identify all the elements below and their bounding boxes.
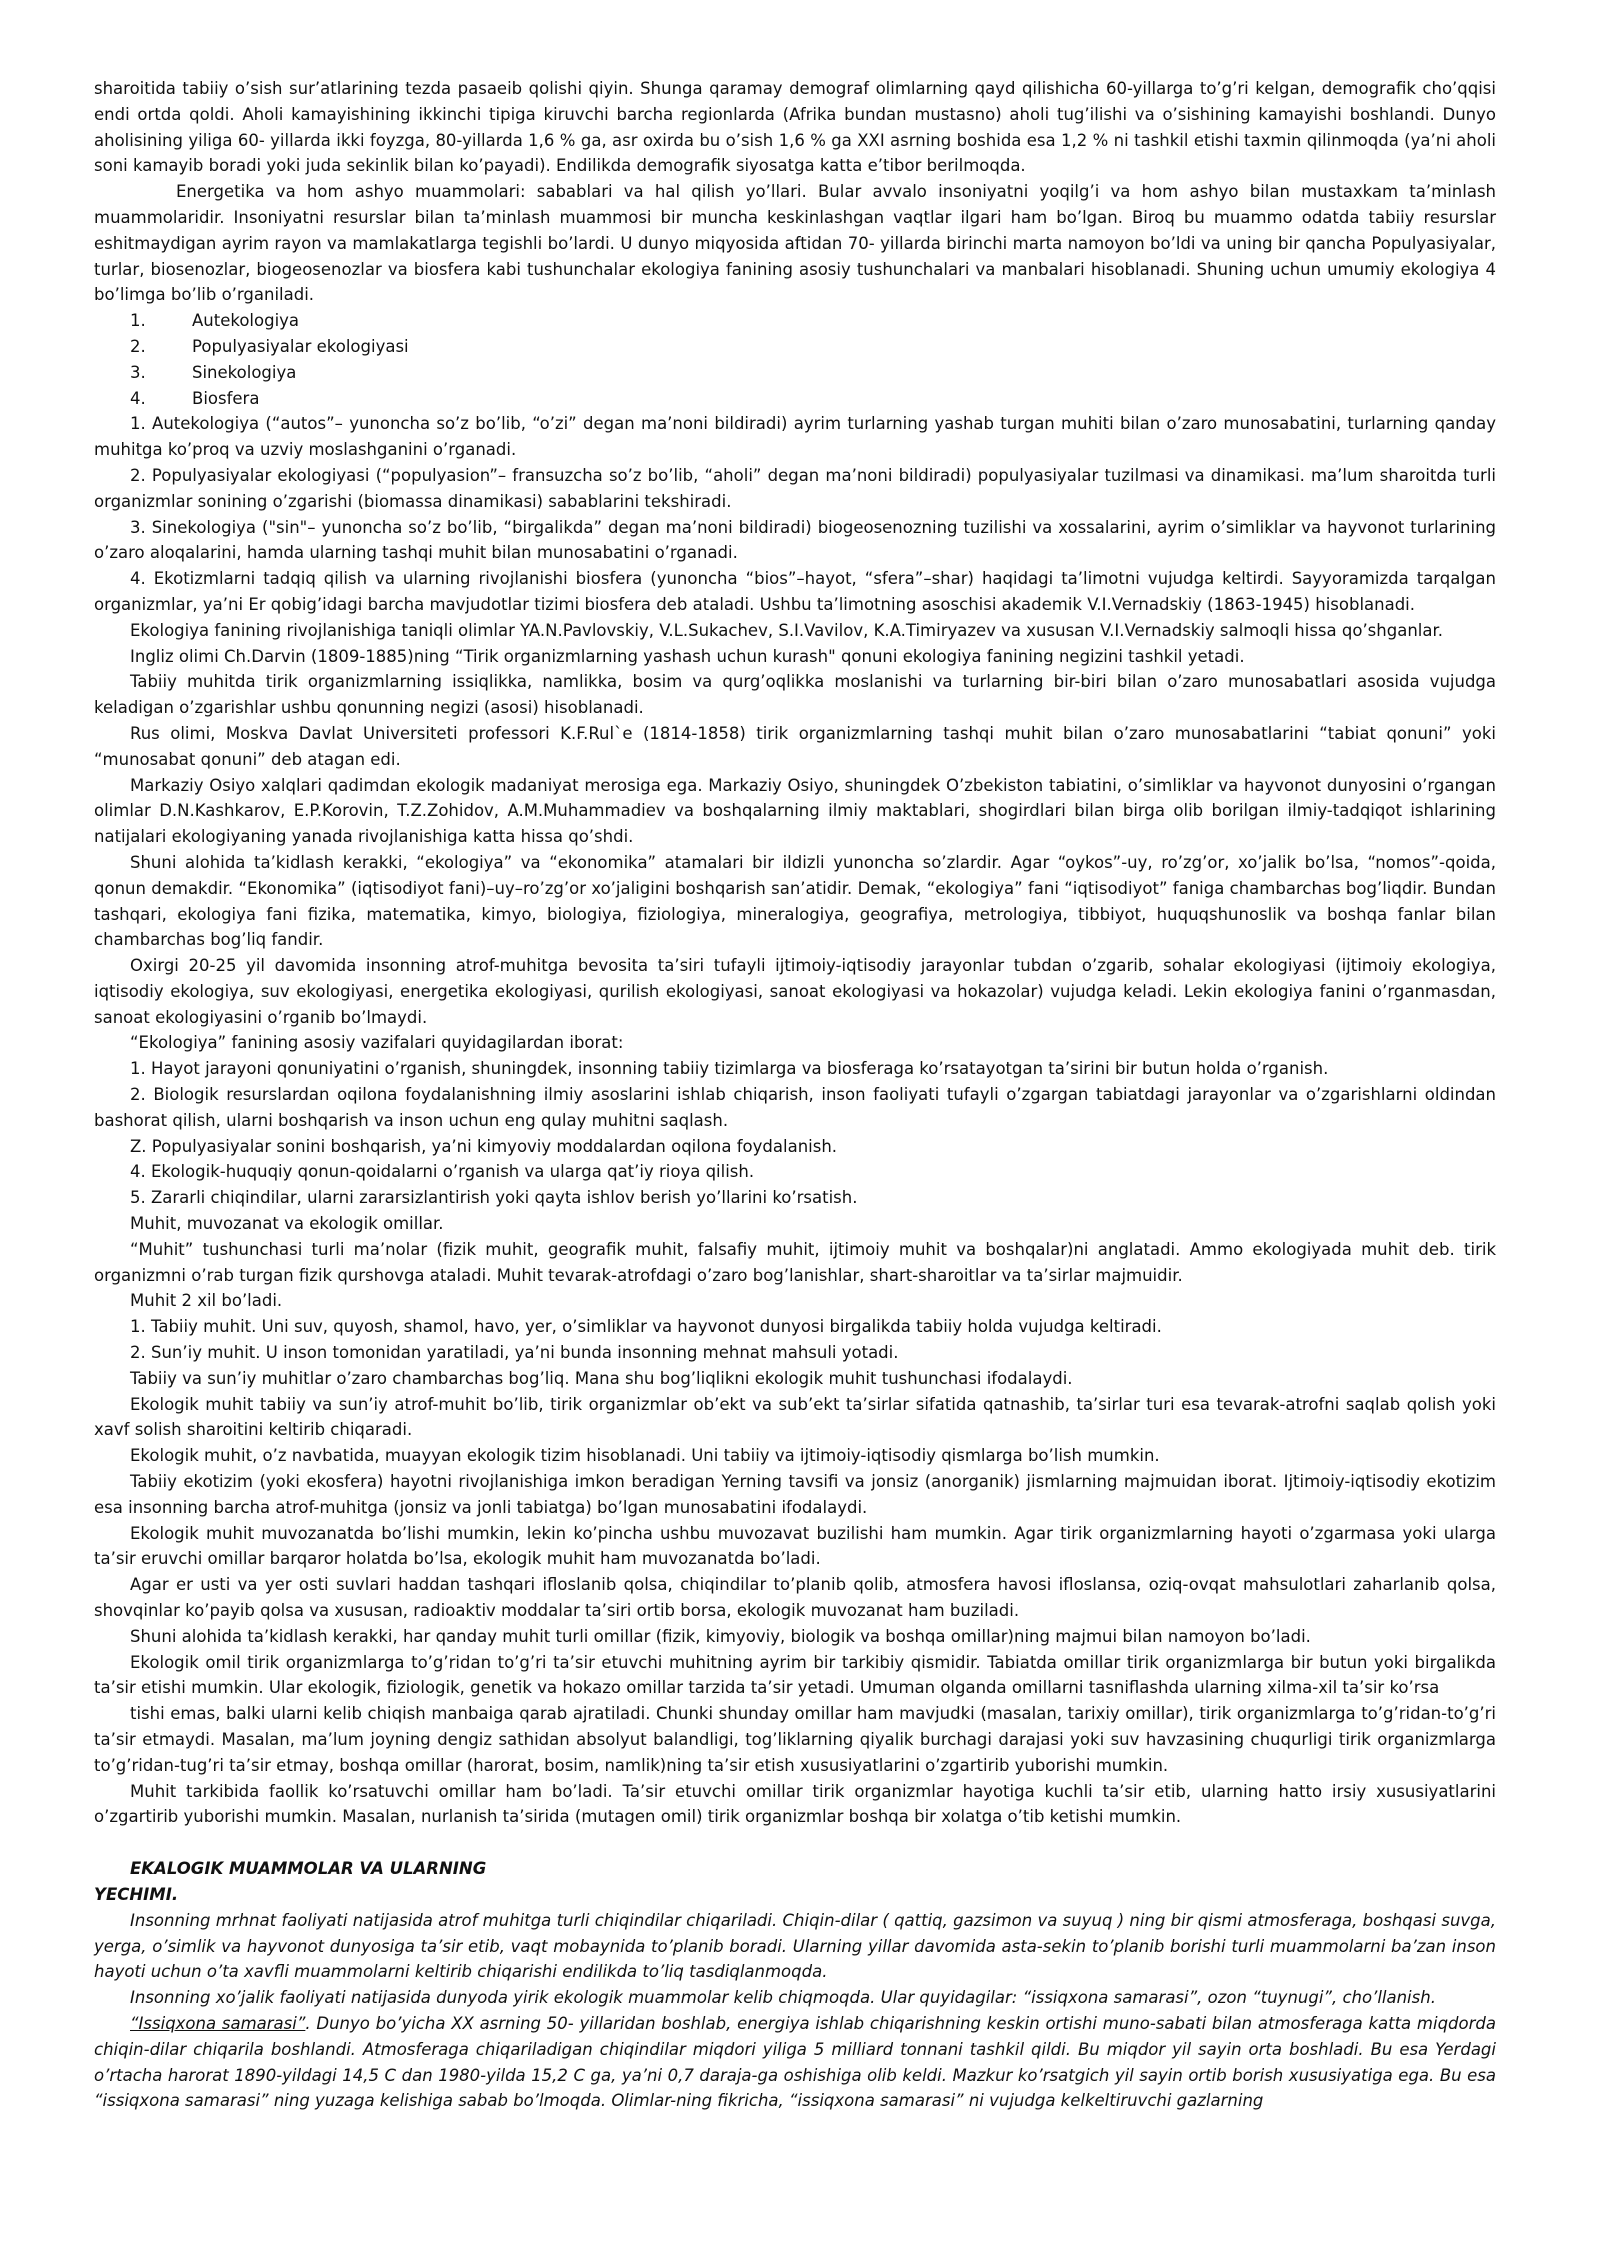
paragraph: Shuni alohida ta’kidlash kerakki, “ekologiya” va “ekonomika” atamalari bir ildizli yunoncha so’zlardir. Agar “oykos”-uy, ro’zg’or, xo’jalik bo’lsa, “nomos”-qoida, qonun demakdir. “Ekonomika” (iqtisodiyot fani)–uy–ro’zg’or xo’jaligini boshqarish san’atidir. Demak, “ekologiya” fani “iqtisodiyot” faniga chambarchas bog’liqdir. Bundan tashqari, ekologiya fani fizika, matematika, kimyo, biologiya, fiziologiya, mineralogiya, geografiya, metrologiya, tibbiyot, huquqshunoslik va boshqa fanlar bilan chambarchas bog’liq fandir. xyxy=(94,852,1496,950)
paragraph: Ekologik omil tirik organizmlarga to’g’ridan to’g’ri ta’sir etuvchi muhitning ayrim bir tarkibiy qismidir. Tabiatda omillar tirik organizmlarga bir butun yoki birgalikda ta’sir etishi mumkin. Ular ekologik, fiziologik, genetik va hokazo omillar tarzida ta’sir yetadi. Umuman olganda omillarni tasniflashda ularning xilma-xil ta’sir ko’rsa xyxy=(94,1652,1496,1698)
paragraph: Ekologik muhit, o’z navbatida, muayyan ekologik tizim hisoblanadi. Uni tabiiy va ijtimoiy-iqtisodiy qismlarga bo’lish mumkin. xyxy=(130,1446,1160,1466)
paragraph: “Muhit” tushunchasi turli ma’nolar (fizik muhit, geografik muhit, falsafiy muhit, ijtimoiy muhit va boshqalar)ni anglatadi. Ammo ekologiyada muhit deb. tirik organizmni o’rab turgan fizik qurshovga ataladi. Muhit tevarak-atrofdagi o’zaro bog’lanishlar, shart-sharoitlar va ta’sirlar majmuidir. xyxy=(94,1239,1496,1285)
paragraph: 1. Hayot jarayoni qonuniyatini o’rganish, shuningdek, insonning tabiiy tizimlarga va biosferaga ko’rsatayotgan ta’sirini bir butun holda o’rganish. xyxy=(130,1059,1329,1079)
paragraph: 1. Tabiiy muhit. Uni suv, quyosh, shamol, havo, yer, o’simliklar va hayvonot dunyosi birgalikda tabiiy holda vujudga keltiradi. xyxy=(130,1317,1162,1337)
paragraph: 1. Autekologiya (“autos”– yunoncha so’z bo’lib, “o’zi” degan ma’noni bildiradi) ayrim turlarning yashab turgan muhiti bilan o’zaro munosabatini, turlarning qanday muhitga ko’proq va uzviy moslashganini o’rganadi. xyxy=(94,414,1496,460)
paragraph: Muhit 2 xil bo’ladi. xyxy=(130,1291,283,1311)
section-spacer xyxy=(94,1830,1496,1856)
section-heading-continued: YECHIMI. xyxy=(94,1884,179,1904)
section-heading: EKALOGIK MUAMMOLAR VA ULARNING xyxy=(130,1859,487,1879)
paragraph: Oxirgi 20-25 yil davomida insonning atrof-muhitga bevosita ta’siri tufayli ijtimoiy-iqtisodiy jarayonlar tubdan o’zgarib, sohalar ekologiyasi (ijtimoiy ekologiya, iqtisodiy ekologiya, suv ekologiyasi, energetika ekologiyasi, qurilish ekologiyasi, sanoat ekologiyasi va hokazolar) vujudga keladi. Lekin ekologiya fanini o’rganmasdan, sanoat ekologiyasini o’rganib bo’lmaydi. xyxy=(94,956,1496,1027)
italic-paragraph: Insonning xo’jalik faoliyati natijasida dunyoda yirik ekologik muammolar kelib chiqmoqda. Ular quyidagilar: “issiqxona samarasi”, ozon “tuynugi”, cho’llanish. xyxy=(130,1988,1436,2008)
paragraph: 2. Sun’iy muhit. U inson tomonidan yaratiladi, ya’ni bunda insonning mehnat mahsuli yotadi. xyxy=(130,1343,899,1363)
list-item: 3. Sinekologiya xyxy=(130,362,297,382)
paragraph-energy: Energetika va hom ashyo muammolari: sabablari va hal qilish yo’llari. Bular avvalo insoniyatni yoqilg’i va hom ashyo bilan mustaxkam ta’minlash muammolaridir. Insoniyatni resurslar bilan ta’minlash muammosi bir muncha keskinlashgan vaqtlar ilgari ham bo’lgan. Biroq bu muammo odatda tabiiy resurslar eshitmaydigan ayrim rayon va mamlakatlarga tegishli bo’lardi. U dunyo miqyosida aftidan 70- yillarda birinchi marta namoyon bo’ldi va uning bir qancha Populyasiyalar, turlar, biosenozlar, biogeosenozlar va biosfera kabi tushunchalar ekologiya fanining asosiy tushunchalari va manbalari hisoblanadi. Shuning uchun umumiy ekologiya 4 bo’limga bo’lib o’rganiladi. xyxy=(94,182,1496,305)
paragraph: 4. Ekotizmlarni tadqiq qilish va ularning rivojlanishi biosfera (yunoncha “bios”–hayot, “sfera”–shar) haqidagi ta’limotni vujudga keltirdi. Sayyoramizda tarqalgan organizmlar, ya’ni Er qobig’idagi barcha mavjudotlar tizimi biosfera deb ataladi. Ushbu ta’limotning asoschisi akademik V.I.Vernadskiy (1863-1945) hisoblanadi. xyxy=(94,569,1496,614)
paragraph: Z. Populyasiyalar sonini boshqarish, ya’ni kimyoviy moddalardan oqilona foydalanish. xyxy=(130,1136,838,1156)
paragraph-demography: sharoitida tabiiy o’sish sur’atlarining tezda pasaeib qolishi qiyin. Shunga qaramay demograf olimlarning qayd qilishicha 60-yillarga to’g’ri kelgan, demografik cho’qqisi endi ortda qoldi. Aholi kamayishining ikkinchi tipiga kiruvchi barcha regionlarda (Afrika bundan mustasno) aholi tug’ilishi va o’sishining kamayishi boshlandi. Dunyo aholisining yiliga 60- yillarda ikki foyzga, 80-yillarda 1,6 % ga, asr oxirda bu o’sish 1,6 % ga XXI asrning boshida esa 1,2 % ni tashkil etishi taxmin qilinmoqda (ya’ni aholi soni kamayib boradi yoki juda sekinlik bilan ko’payadi). Endilikda demografik siyosatga katta e’tibor berilmoqda. xyxy=(94,79,1496,176)
paragraph: 3. Sinekologiya ("sin"– yunoncha so’z bo’lib, “birgalikda” degan ma’noni bildiradi) biogeosenozning tuzilishi va xossalarini, ayrim o’simliklar va hayvonot turlarining o’zaro aloqalarini, hamda ularning tashqi muhit bilan munosabatini o’rganadi. xyxy=(94,517,1496,563)
paragraph: Tabiiy va sun’iy muhitlar o’zaro chambarchas bog’liq. Mana shu bog’liqlikni ekologik muhit tushunchasi ifodalaydi. xyxy=(130,1368,1073,1388)
paragraph: Agar er usti va yer osti suvlari haddan tashqari ifloslanib qolsa, chiqindilar to’planib qolib, atmosfera havosi ifloslansa, oziq-ovqat mahsulotlari zaharlanib qolsa, shovqinlar ko’payib qolsa va xususan, radioaktiv moddalar ta’siri ortib borsa, ekologik muvozanat ham buziladi. xyxy=(94,1575,1496,1621)
paragraph: Markaziy Osiyo xalqlari qadimdan ekologik madaniyat merosiga ega. Markaziy Osiyo, shuningdek O’zbekiston tabiatini, o’simliklar va hayvonot dunyosini o’rgangan olimlar D.N.Kashkarov, E.P.Korovin, T.Z.Zohidov, A.M.Muhammadiev va boshqalarning ilmiy maktablari, shogirdlari bilan birga olib borilgan ilmiy-tadqiqot ishlarining natijalari ekologiyaning yanada rivojlanishiga katta hissa qo’shdi. xyxy=(94,775,1496,847)
list-item: 1. Autekologiya xyxy=(130,311,300,331)
paragraph: “Ekologiya” fanining asosiy vazifalari quyidagilardan iborat: xyxy=(130,1033,624,1053)
paragraph: Ekologik muhit muvozanatda bo’lishi mumkin, lekin ko’pincha ushbu muvozavat buzilishi ham mumkin. Agar tirik organizmlarning hayoti o’zgarmasa yoki ularga ta’sir eruvchi omillar barqaror holatda bo’lsa, ekologik muhit ham muvozanatda bo’ladi. xyxy=(94,1523,1496,1569)
paragraph: Muhit tarkibida faollik ko’rsatuvchi omillar ham bo’ladi. Ta’sir etuvchi omillar tirik organizmlar hayotiga kuchli ta’sir etib, ularning hatto irsiy xususiyatlarini o’zgartirib yuborishi mumkin. Masalan, nurlanish ta’sirida (mutagen omil) tirik organizmlar boshqa bir xolatga o’tib ketishi mumkin. xyxy=(94,1781,1496,1827)
paragraph: 4. Ekologik-huquqiy qonun-qoidalarni o’rganish va ularga qat’iy rioya qilish. xyxy=(130,1162,755,1182)
paragraph: Muhit, muvozanat va ekologik omillar. xyxy=(130,1214,444,1234)
paragraph: 5. Zararli chiqindilar, ularni zararsizlantirish yoki qayta ishlov berish yo’llarini ko’rsatish. xyxy=(130,1188,858,1208)
paragraph: Ekologiya fanining rivojlanishiga taniqli olimlar YA.N.Pavlovskiy, V.L.Sukachev, S.I.Vavilov, K.A.Timiryazev va xususan V.I.Vernadskiy salmoqli hissa qo’shganlar. xyxy=(130,620,1443,640)
paragraph: Shuni alohida ta’kidlash kerakki, har qanday muhit turli omillar (fizik, kimyoviy, biologik va boshqa omillar)ning majmui bilan namoyon bo’ladi. xyxy=(130,1626,1311,1646)
paragraph: Tabiiy muhitda tirik organizmlarning issiqlikka, namlikka, bosim va qurg’oqlikka moslanishi va turlarning bir-biri bilan o’zaro munosabatlari asosida vujudga keladigan o’zgarishlar ushbu qonunning negizi (asosi) hisoblanadi. xyxy=(94,672,1496,718)
paragraph: 2. Biologik resurslardan oqilona foydalanishning ilmiy asoslarini ishlab chiqarish, inson faoliyati tufayli o’zgargan tabiatdagi jarayonlar va o’zgarishlarni oldindan bashorat qilish, ularni boshqarish va inson uchun eng qulay muhitni saqlash. xyxy=(94,1085,1496,1130)
paragraph: 2. Populyasiyalar ekologiyasi (“populyasion”– fransuzcha so’z bo’lib, “aholi” degan ma’noni bildiradi) populyasiyalar tuzilmasi va dinamikasi. ma’lum sharoitda turli organizmlar sonining o’zgarishi (biomassa dinamikasi) sabablarini tekshiradi. xyxy=(94,465,1496,511)
ecology-sections-list xyxy=(94,308,1496,411)
greenhouse-term: “Issiqxona samarasi” xyxy=(130,2013,306,2033)
paragraph: Ekologik muhit tabiiy va sun’iy atrof-muhit bo’lib, tirik organizmlar ob’ekt va sub’ekt ta’sirlar sifatida qatnashib, ta’sirlar turi esa tevarak-atrofni saqlab qolish yoki xavf solish sharoitini keltirib chiqaradi. xyxy=(94,1394,1496,1440)
italic-paragraph: “Issiqxona samarasi”. Dunyo bo’yicha XX asrning 50- yillaridan boshlab, energiya ishlab chiqarishning keskin ortishi muno-sabati bilan atmosferaga katta miqdorda chiqin-dilar chiqarila boshlandi. Atmosferaga chiqariladigan chiqindilar miqdori yiliga 5 milliard tonnani tashkil qildi. Bu miqdor yil sayin orta boshladi. Bu esa Yerdagi o’rtacha harorat 1890-yildagi 14,5 C dan 1980-yilda 15,2 C ga, ya’ni 0,7 daraja-ga oshishiga olib keldi. Mazkur ko’rsatgich yil sayin ortib borish xususiyatiga ega. Bu esa “issiqxona samarasi” ning yuzaga kelishiga sabab bo’lmoqda. Olimlar-ning fikricha, “issiqxona samarasi” ni vujudga kelkeltiruvchi gazlarning xyxy=(94,2013,1496,2111)
list-item: 2. Populyasiyalar ekologiyasi xyxy=(130,336,409,356)
paragraph: tishi emas, balki ularni kelib chiqish manbaiga qarab ajratiladi. Chunki shunday omillar ham mavjudki (masalan, tarixiy omillar), tirik organizmlarga to’g’ridan-to’g’ri ta’sir etmaydi. Masalan, ma’lum joyning dengiz sathidan absolyut balandligi, tog’liklarning qiyalik burchagi darajasi yoki suv havzasining chuqurligi tirik organizmlarga to’g’ridan-tug’ri ta’sir etmay, boshqa omillar (harorat, bosim, namlik)ning ta’sir etish xususiyatlarini o’zgartirib yuborishi mumkin. xyxy=(94,1704,1496,1775)
italic-paragraph: Insonning mrhnat faoliyati natijasida atrof muhitga turli chiqindilar chiqariladi. Chiqin-dilar ( qattiq, gazsimon va suyuq ) ning bir qismi atmosferaga, boshqasi suvga, yerga, o’simlik va hayvonot dunyosiga ta’sir etib, vaqt mobaynida to’planib boradi. Ularning yillar davomida asta-sekin to’planib borishi turli muammolarni ba’zan inson hayoti uchun o’ta xavfli muammolarni keltirib chiqarishi endilikda to’liq tasdiqlanmoqda. xyxy=(94,1910,1496,1982)
paragraph: Ingliz olimi Ch.Darvin (1809-1885)ning “Tirik organizmlarning yashash uchun kurash" qonuni ekologiya fanining negizini tashkil yetadi. xyxy=(130,646,1245,666)
paragraph: Rus olimi, Moskva Davlat Universiteti professori K.F.Rul`e (1814-1858) tirik organizmlarning tashqi muhit bilan o’zaro munosabatlarini “tabiat qonuni” yoki “munosabat qonuni” deb atagan edi. xyxy=(94,723,1496,769)
paragraph: Tabiiy ekotizim (yoki ekosfera) hayotni rivojlanishiga imkon beradigan Yerning tavsifi va jonsiz (anorganik) jismlarning majmuidan iborat. Ijtimoiy-iqtisodiy ekotizim esa insonning barcha atrof-muhitga (jonsiz va jonli tabiatga) bo’lgan munosabatini ifodalaydi. xyxy=(94,1472,1496,1517)
list-item: 4. Biosfera xyxy=(130,388,260,408)
